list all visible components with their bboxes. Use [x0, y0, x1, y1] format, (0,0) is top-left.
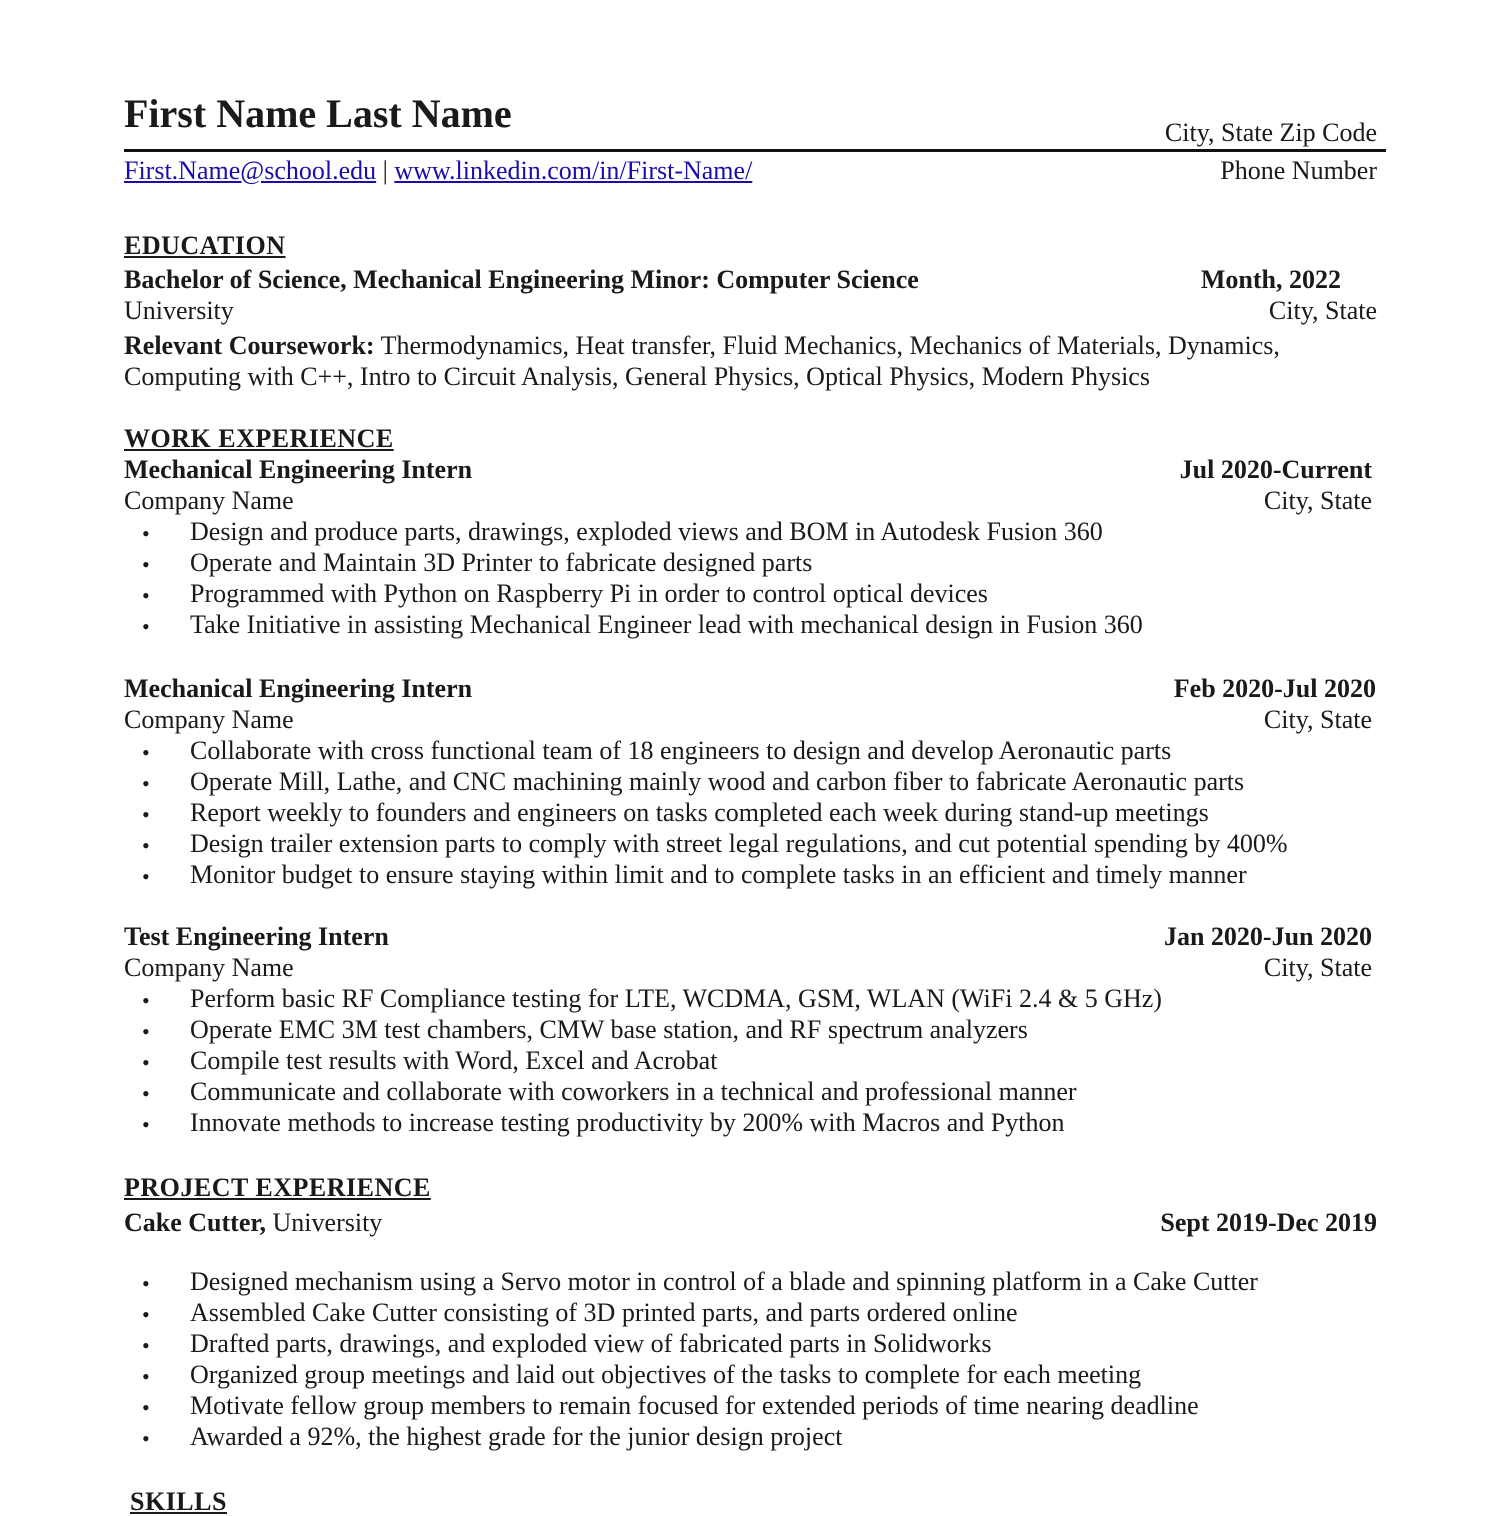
- project-bullet: Assembled Cake Cutter consisting of 3D printed parts, and parts ordered online: [190, 1298, 1018, 1327]
- candidate-name: First Name Last Name: [124, 91, 512, 136]
- job-bullet: Communicate and collaborate with coworkers in a technical and professional manner: [190, 1077, 1077, 1106]
- job-bullet: Report weekly to founders and engineers on tasks completed each week during stand-up meetings: [190, 798, 1209, 827]
- job-dates: Jul 2020-Current: [1179, 455, 1372, 484]
- contact-links: [124, 158, 752, 184]
- job-bullet: Compile test results with Word, Excel and Acrobat: [190, 1046, 718, 1075]
- bullet-icon: •: [142, 1302, 150, 1327]
- job-dates: Feb 2020-Jul 2020: [1173, 674, 1376, 703]
- education-school: University: [124, 296, 234, 325]
- job-company: Company Name: [124, 486, 294, 515]
- bullet-icon: •: [142, 1019, 150, 1044]
- bullet-icon: •: [142, 740, 150, 765]
- bullet-icon: •: [142, 833, 150, 858]
- education-coursework: [124, 333, 1280, 359]
- coursework-list-line2: Computing with C++, Intro to Circuit Analysis, General Physics, Optical Physics, Modern Physics: [124, 362, 1150, 391]
- project-bullet: Designed mechanism using a Servo motor in control of a blade and spinning platform in a Cake Cutter: [190, 1267, 1258, 1296]
- skills-heading: SKILLS: [130, 1487, 227, 1516]
- job-bullet: Monitor budget to ensure staying within limit and to complete tasks in an efficient and timely manner: [190, 860, 1247, 889]
- project-bullet: Drafted parts, drawings, and exploded view of fabricated parts in Solidworks: [190, 1329, 992, 1358]
- education-date: Month, 2022: [1200, 265, 1341, 294]
- job-dates: Jan 2020-Jun 2020: [1163, 922, 1372, 951]
- job-company: Company Name: [124, 953, 294, 982]
- bullet-icon: •: [142, 1050, 150, 1075]
- education-location: City, State: [1268, 296, 1377, 325]
- bullet-icon: •: [142, 1426, 150, 1451]
- bullet-icon: •: [142, 614, 150, 639]
- project-title: Cake Cutter,: [124, 1208, 267, 1237]
- job-bullet: Operate Mill, Lathe, and CNC machining mainly wood and carbon fiber to fabricate Aeronautic parts: [190, 767, 1245, 796]
- bullet-icon: •: [142, 521, 150, 546]
- project-dates: Sept 2019-Dec 2019: [1160, 1208, 1377, 1237]
- job-title: Mechanical Engineering Intern: [124, 455, 473, 484]
- job-bullet: Operate EMC 3M test chambers, CMW base station, and RF spectrum analyzers: [190, 1015, 1028, 1044]
- bullet-icon: •: [142, 1271, 150, 1296]
- job-title: Mechanical Engineering Intern: [124, 674, 473, 703]
- project-bullet: Organized group meetings and laid out objectives of the tasks to complete for each meeting: [190, 1360, 1142, 1389]
- job-title: Test Engineering Intern: [124, 922, 389, 951]
- contact-location: City, State Zip Code: [1164, 118, 1377, 147]
- bullet-icon: •: [142, 802, 150, 827]
- job-location: City, State: [1263, 953, 1372, 982]
- bullet-icon: •: [142, 1081, 150, 1106]
- work-heading: WORK EXPERIENCE: [124, 424, 394, 453]
- linkedin-link[interactable]: www.linkedin.com/in/First-Name/: [394, 156, 753, 185]
- bullet-icon: •: [142, 1112, 150, 1137]
- contact-phone: Phone Number: [1220, 156, 1377, 185]
- project-header: [124, 1210, 382, 1236]
- coursework-list-line1: Thermodynamics, Heat transfer, Fluid Mechanics, Mechanics of Materials, Dynamics,: [374, 331, 1280, 360]
- header-divider: [124, 149, 1386, 152]
- project-bullet: Awarded a 92%, the highest grade for the junior design project: [190, 1422, 843, 1451]
- bullet-icon: •: [142, 552, 150, 577]
- bullet-icon: •: [142, 864, 150, 889]
- job-location: City, State: [1263, 705, 1372, 734]
- education-heading: EDUCATION: [124, 231, 286, 260]
- link-separator: |: [382, 156, 388, 185]
- bullet-icon: •: [142, 771, 150, 796]
- job-bullet: Programmed with Python on Raspberry Pi in order to control optical devices: [190, 579, 988, 608]
- project-bullet: Motivate fellow group members to remain focused for extended periods of time nearing deadline: [190, 1391, 1199, 1420]
- job-bullet: Innovate methods to increase testing productivity by 200% with Macros and Python: [190, 1108, 1065, 1137]
- job-bullet: Design trailer extension parts to comply with street legal regulations, and cut potential spending by 400%: [190, 829, 1288, 858]
- bullet-icon: •: [142, 988, 150, 1013]
- job-bullet: Take Initiative in assisting Mechanical Engineer lead with mechanical design in Fusion 360: [190, 610, 1143, 639]
- job-bullet: Operate and Maintain 3D Printer to fabricate designed parts: [190, 548, 813, 577]
- bullet-icon: •: [142, 583, 150, 608]
- bullet-icon: •: [142, 1333, 150, 1358]
- projects-heading: PROJECT EXPERIENCE: [124, 1173, 431, 1202]
- job-company: Company Name: [124, 705, 294, 734]
- bullet-icon: •: [142, 1395, 150, 1420]
- job-bullet: Perform basic RF Compliance testing for LTE, WCDMA, GSM, WLAN (WiFi 2.4 & 5 GHz): [190, 984, 1162, 1013]
- job-bullet: Collaborate with cross functional team of 18 engineers to design and develop Aeronautic parts: [190, 736, 1172, 765]
- job-bullet: Design and produce parts, drawings, exploded views and BOM in Autodesk Fusion 360: [190, 517, 1103, 546]
- coursework-label: Relevant Coursework:: [124, 331, 375, 360]
- project-org: University: [266, 1208, 383, 1237]
- education-degree: Bachelor of Science, Mechanical Engineering Minor: Computer Science: [124, 265, 919, 294]
- email-link[interactable]: First.Name@school.edu: [124, 156, 377, 185]
- job-location: City, State: [1263, 486, 1372, 515]
- bullet-icon: •: [142, 1364, 150, 1389]
